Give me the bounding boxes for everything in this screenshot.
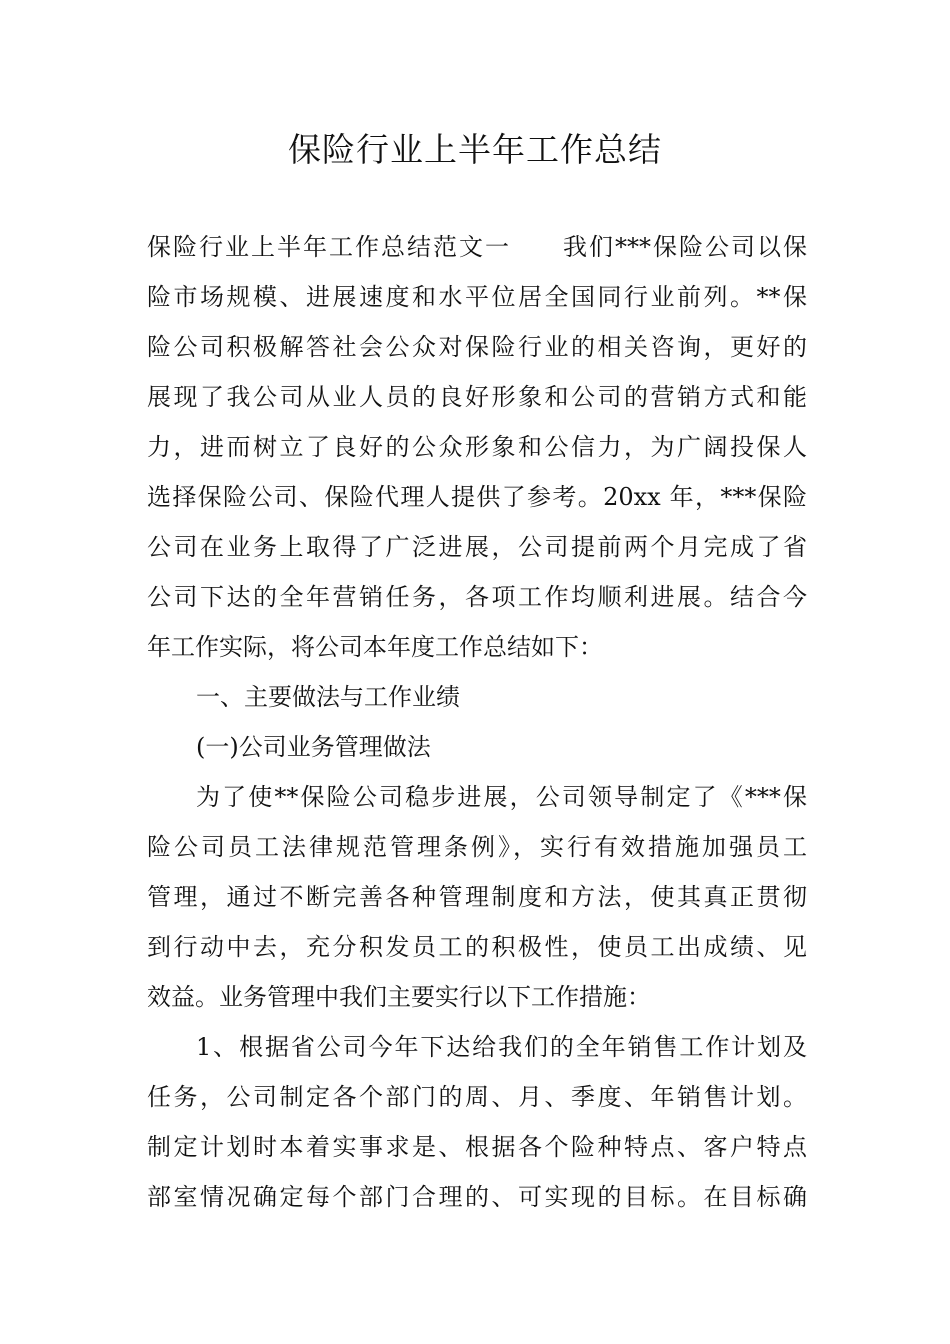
- body-line: 部室情况确定每个部门合理的、可实现的目标。在目标确: [147, 1183, 807, 1211]
- section-heading: 一、主要做法与工作业绩: [196, 683, 460, 711]
- document-title: 保险行业上半年工作总结: [288, 130, 662, 169]
- body-line: 为了使**保险公司稳步进展，公司领导制定了《***保: [196, 783, 807, 811]
- body-line: 力，进而树立了良好的公众形象和公信力，为广阔投保人: [147, 433, 807, 461]
- body-line: 公司在业务上取得了广泛进展，公司提前两个月完成了省: [147, 533, 807, 561]
- body-line: 选择保险公司、保险代理人提供了参考。20xx 年，***保险: [147, 483, 807, 511]
- body-line: 制定计划时本着实事求是、根据各个险种特点、客户特点: [147, 1133, 807, 1161]
- body-line: 展现了我公司从业人员的良好形象和公司的营销方式和能: [147, 383, 807, 411]
- body-line: 公司下达的全年营销任务，各项工作均顺利进展。结合今: [147, 583, 807, 611]
- body-line: 效益。业务管理中我们主要实行以下工作措施：: [147, 983, 651, 1011]
- body-line: 任务，公司制定各个部门的周、月、季度、年销售计划。: [147, 1083, 807, 1111]
- body-line: 到行动中去，充分积发员工的积极性，使员工出成绩、见: [147, 933, 807, 961]
- body-line: 管理，通过不断完善各种管理制度和方法，使其真正贯彻: [147, 883, 807, 911]
- body-line: 险公司积极解答社会公众对保险行业的相关咨询，更好的: [147, 333, 807, 361]
- subsection-heading: (一)公司业务管理做法: [196, 733, 431, 761]
- body-line: 险市场规模、进展速度和水平位居全国同行业前列。**保: [147, 283, 807, 311]
- list-item-line: 1、根据省公司今年下达给我们的全年销售工作计划及: [196, 1033, 807, 1061]
- body-line: 险公司员工法律规范管理条例》，实行有效措施加强员工: [147, 833, 807, 861]
- body-line: 年工作实际，将公司本年度工作总结如下：: [147, 633, 603, 661]
- body-line: 保险行业上半年工作总结范文一 我们***保险公司以保: [147, 233, 807, 261]
